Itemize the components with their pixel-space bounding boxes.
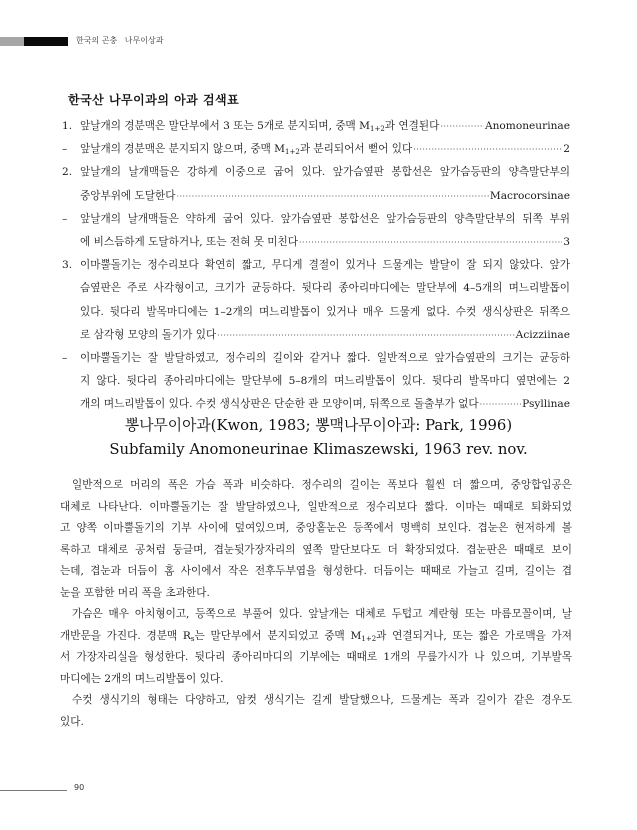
key-text: 앞날개의 날개맥들은 강하게 이중으로 굽어 있다. 앞가슴옆판 봉합선은 앞가슴등판의 양측말단부의 bbox=[80, 166, 570, 179]
key-text: 있다. 뒷다리 발목마디에는 1–2개의 며느리발톱이 있거나 매우 드물게 없다. 수컷 생식상판은 뒤쪽으 bbox=[80, 305, 570, 318]
key-line bbox=[62, 370, 570, 393]
key-text bbox=[80, 115, 439, 141]
key-text: 이마뿔돌기는 잘 발달하였고, 정수리의 길이와 같거나 짧다. 일반적으로 앞가슴옆판의 크기는 균등하 bbox=[80, 351, 570, 364]
key-line bbox=[62, 208, 570, 231]
running-head: 한국의 곤충 나무이상과 bbox=[76, 36, 164, 45]
page-number: 90 bbox=[74, 783, 85, 792]
subscript: 1+2 bbox=[285, 148, 300, 157]
section-title-korean: 뽕나무이아과(Kwon, 1983; 뽕맥나무이아과: Park, 1996) bbox=[124, 417, 513, 434]
leader-dots bbox=[440, 115, 484, 138]
leader-dots bbox=[413, 138, 562, 161]
key-result: Psyllinae bbox=[522, 398, 570, 411]
key-couplet-dash: – bbox=[62, 212, 68, 225]
paragraph-line: 눈을 포함한 머리 폭을 초과한다. bbox=[60, 586, 210, 599]
leader-dots bbox=[176, 185, 488, 208]
key-text-before: 앞날개의 경분맥은 분지되지 않으며, 중맥 M bbox=[80, 143, 286, 156]
key-text-after: 과 연결된다 bbox=[384, 120, 440, 132]
key-line bbox=[62, 115, 570, 138]
subscript: 1+2 bbox=[361, 634, 377, 643]
header-bar-black bbox=[24, 37, 68, 46]
paragraph-line: 있다. bbox=[60, 715, 84, 728]
text-segment: 개반문을 가진다. 경분맥 R bbox=[60, 629, 191, 642]
subscript: 1+2 bbox=[370, 125, 385, 133]
paragraph-line: 수컷 생식기의 형태는 다양하고, 암컷 생식기는 길게 발달했으나, 드물게는 폭과 길이가 같은 경우도 bbox=[72, 694, 572, 706]
paragraph-line: 는데, 겹눈과 더듬이 홈 사이에서 작은 전후두부엽을 형성한다. 더듬이는 때때로 가늘고 길며, 길이는 겹 bbox=[60, 565, 572, 577]
header-bar-gray bbox=[0, 37, 24, 46]
key-couplet-number: 1. bbox=[62, 120, 73, 132]
identification-key bbox=[62, 115, 570, 416]
key-result: 2 bbox=[563, 143, 570, 156]
text-segment: 과 연결되거나, 또는 짧은 가로맥을 가져 bbox=[376, 629, 573, 642]
key-text: 에 비스듬하게 도달하거나, 또는 전혀 못 미친다 bbox=[80, 235, 299, 248]
key-line bbox=[62, 393, 570, 416]
key-text: 이마뿔돌기는 정수리보다 확연히 짧고, 무디게 결절이 있거나 드물게는 발달이 잘 되지 않았다. 앞가 bbox=[80, 259, 570, 272]
key-result: 3 bbox=[563, 235, 570, 248]
key-text: 로 삼각형 모양의 돌기가 있다 bbox=[80, 328, 217, 341]
paragraph-line: 대체로 나타난다. 이마뿔돌기는 잘 발달하였으나, 일반적으로 정수리보다 짧다. 이마는 때때로 퇴화되었 bbox=[60, 500, 572, 513]
key-result: Anomoneurinae bbox=[484, 120, 570, 132]
key-text: 개의 며느리발톱이 있다. 수컷 생식상판은 단순한 관 모양이며, 뒤쪽으로 돌출부가 없다 bbox=[80, 398, 479, 411]
key-couplet-number: 3. bbox=[62, 259, 73, 272]
key-text bbox=[80, 138, 412, 164]
key-text: 슴옆판은 주로 사각형이고, 크기가 균등하다. 뒷다리 종아리마디에는 말단부에 4–5개의 며느리발톱이 bbox=[80, 282, 570, 295]
key-line bbox=[62, 161, 570, 184]
key-text-after: 과 분리되어서 뻗어 있다 bbox=[299, 143, 413, 156]
paragraph-line: 일반적으로 머리의 폭은 가슴 폭과 비슷하다. 정수리의 길이는 폭보다 훨씬 더 짧으며, 중앙합입공은 bbox=[72, 479, 572, 491]
paragraph-line bbox=[60, 626, 572, 648]
key-line bbox=[62, 185, 570, 208]
section-heading bbox=[0, 414, 637, 462]
paragraph-line: 록하고 대체로 공처럼 둥글며, 겹눈뒷가장자리의 옆쪽 말단보다도 더 확장되었다. 겹눈판은 때때로 보이 bbox=[60, 543, 572, 556]
key-text: 지 않다. 뒷다리 종아리마디에는 말단부에 5–8개의 며느리발톱이 있다. 뒷다리 발목마디 옆면에는 2 bbox=[80, 375, 570, 388]
key-title: 한국산 나무이과의 아과 검색표 bbox=[68, 93, 240, 107]
leader-dots bbox=[217, 324, 514, 347]
leader-dots bbox=[480, 393, 522, 416]
footer-rule bbox=[0, 790, 67, 791]
key-line bbox=[62, 138, 570, 161]
leader-dots bbox=[299, 231, 562, 254]
key-couplet-dash: – bbox=[62, 351, 68, 364]
key-result: Acizziinae bbox=[515, 328, 570, 341]
key-line bbox=[62, 254, 570, 277]
body-text bbox=[60, 475, 572, 733]
section-title-latin: Subfamily Anomoneurinae Klimaszewski, 1963 rev. nov. bbox=[109, 441, 528, 458]
key-couplet-number: 2. bbox=[62, 166, 73, 179]
paragraph-line: 고 양쪽 이마뿔돌기의 기부 사이에 덮여있으며, 중앙홑눈은 등쪽에서 명백히 보인다. 겹눈은 현저하게 볼 bbox=[60, 522, 572, 534]
key-result: Macrocorsinae bbox=[489, 189, 570, 202]
key-couplet-dash: – bbox=[62, 143, 68, 156]
key-text: 앞날개의 날개맥들은 약하게 굽어 있다. 앞가슴옆판 봉합선은 앞가슴등판의 양측말단부의 뒤쪽 부위 bbox=[80, 212, 570, 225]
paragraph-line: 마디에는 2개의 며느리발톱이 있다. bbox=[60, 672, 224, 685]
text-segment: 는 말단부에서 분지되었고 중맥 M bbox=[194, 629, 362, 642]
key-text-before: 앞날개의 경분맥은 말단부에서 3 또는 5개로 분지되며, 중맥 M bbox=[80, 120, 371, 132]
subscript: s bbox=[190, 634, 195, 643]
key-line bbox=[62, 277, 570, 300]
key-line bbox=[62, 324, 570, 347]
paragraph-line: 가슴은 매우 아치형이고, 등쪽으로 부풀어 있다. 앞날개는 대체로 두텁고 계란형 또는 마름모꼴이며, 날 bbox=[72, 608, 572, 620]
paragraph-line: 서 가장자리실을 형성한다. 뒷다리 종아리마디의 기부에는 때때로 1개의 무릎가시가 나 있으며, 기부발목 bbox=[60, 651, 572, 663]
key-line bbox=[62, 347, 570, 370]
key-line bbox=[62, 301, 570, 324]
key-line bbox=[62, 231, 570, 254]
key-text: 중앙부위에 도달한다 bbox=[80, 189, 176, 202]
